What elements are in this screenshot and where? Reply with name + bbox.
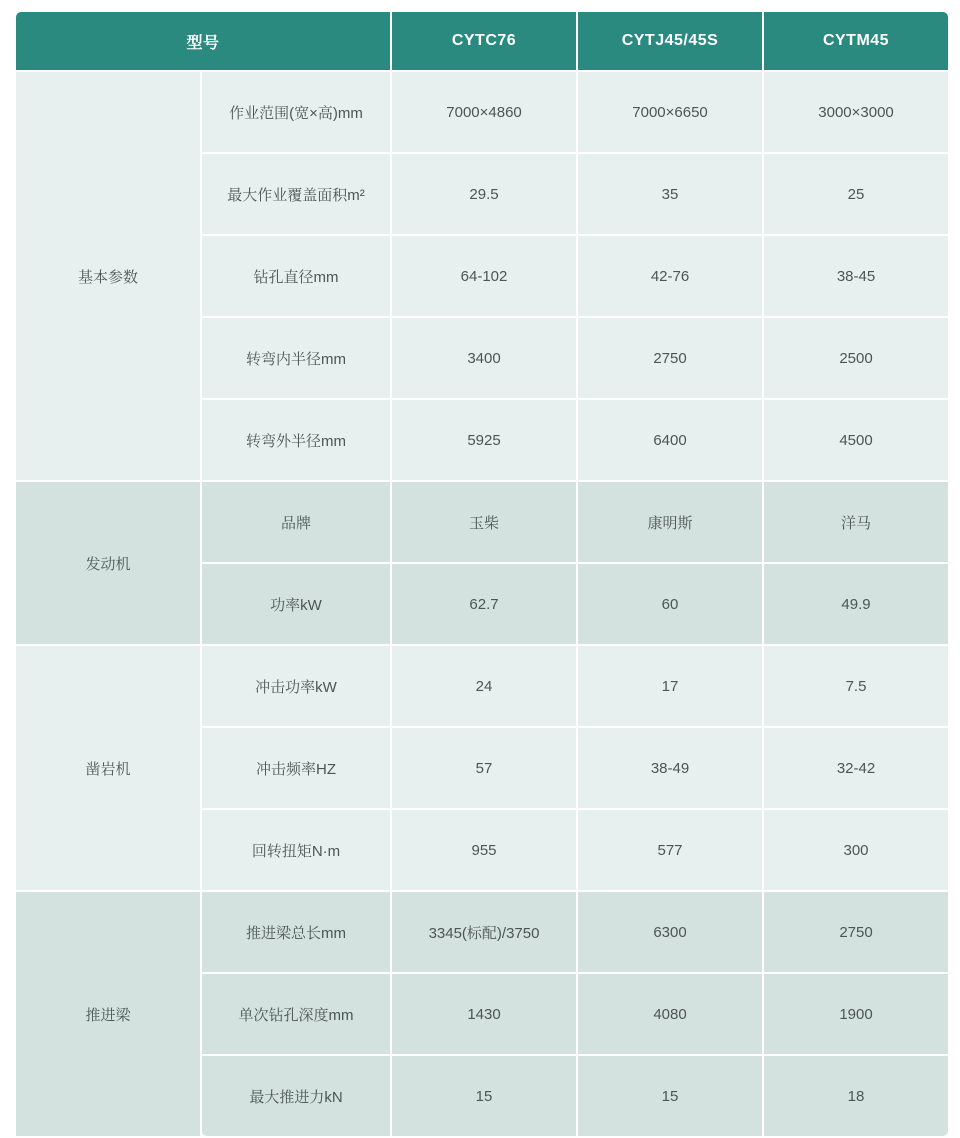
value-cell: 955 bbox=[392, 810, 576, 890]
value-cell: 38-45 bbox=[764, 236, 948, 316]
value-cell: 15 bbox=[578, 1056, 762, 1136]
value-cell: 康明斯 bbox=[578, 482, 762, 562]
value-cell: 18 bbox=[764, 1056, 948, 1136]
section-basic-params bbox=[16, 72, 948, 480]
value-cell: 玉柴 bbox=[392, 482, 576, 562]
param-label-cell: 冲击功率kW bbox=[202, 646, 390, 726]
table-header bbox=[16, 12, 948, 70]
value-cell: 60 bbox=[578, 564, 762, 644]
group-cell-engine: 发动机 bbox=[16, 482, 200, 644]
param-label-cell: 转弯外半径mm bbox=[202, 400, 390, 480]
header-model-cell: 型号 bbox=[16, 12, 390, 70]
param-label-cell: 最大作业覆盖面积m² bbox=[202, 154, 390, 234]
value-cell: 3400 bbox=[392, 318, 576, 398]
header-col-3: CYTM45 bbox=[764, 12, 948, 70]
param-label-cell: 最大推进力kN bbox=[202, 1056, 390, 1136]
value-cell: 300 bbox=[764, 810, 948, 890]
value-cell: 洋马 bbox=[764, 482, 948, 562]
param-label-cell: 钻孔直径mm bbox=[202, 236, 390, 316]
value-cell: 57 bbox=[392, 728, 576, 808]
value-cell: 2750 bbox=[764, 892, 948, 972]
value-cell: 6400 bbox=[578, 400, 762, 480]
param-label-cell: 单次钻孔深度mm bbox=[202, 974, 390, 1054]
param-label-cell: 推进梁总长mm bbox=[202, 892, 390, 972]
table-row bbox=[16, 646, 948, 726]
value-cell: 15 bbox=[392, 1056, 576, 1136]
section-rock-drill bbox=[16, 646, 948, 890]
section-feed-beam bbox=[16, 892, 948, 1136]
value-cell: 6300 bbox=[578, 892, 762, 972]
value-cell: 24 bbox=[392, 646, 576, 726]
header-row bbox=[16, 12, 948, 70]
param-label-cell: 作业范围(宽×高)mm bbox=[202, 72, 390, 152]
spec-table bbox=[14, 10, 950, 1138]
group-cell-rock-drill: 凿岩机 bbox=[16, 646, 200, 890]
value-cell: 49.9 bbox=[764, 564, 948, 644]
value-cell: 38-49 bbox=[578, 728, 762, 808]
value-cell: 2750 bbox=[578, 318, 762, 398]
param-label-cell: 品牌 bbox=[202, 482, 390, 562]
section-engine bbox=[16, 482, 948, 644]
value-cell: 577 bbox=[578, 810, 762, 890]
value-cell: 3345(标配)/3750 bbox=[392, 892, 576, 972]
value-cell: 5925 bbox=[392, 400, 576, 480]
value-cell: 25 bbox=[764, 154, 948, 234]
value-cell: 4080 bbox=[578, 974, 762, 1054]
value-cell: 7.5 bbox=[764, 646, 948, 726]
param-label-cell: 回转扭矩N·m bbox=[202, 810, 390, 890]
value-cell: 64-102 bbox=[392, 236, 576, 316]
value-cell: 32-42 bbox=[764, 728, 948, 808]
header-col-2: CYTJ45/45S bbox=[578, 12, 762, 70]
param-label-cell: 冲击频率HZ bbox=[202, 728, 390, 808]
value-cell: 3000×3000 bbox=[764, 72, 948, 152]
table-row bbox=[16, 482, 948, 562]
value-cell: 17 bbox=[578, 646, 762, 726]
value-cell: 2500 bbox=[764, 318, 948, 398]
table-row bbox=[16, 72, 948, 152]
value-cell: 1430 bbox=[392, 974, 576, 1054]
value-cell: 29.5 bbox=[392, 154, 576, 234]
group-cell-feed-beam: 推进梁 bbox=[16, 892, 200, 1136]
header-col-1: CYTC76 bbox=[392, 12, 576, 70]
value-cell: 4500 bbox=[764, 400, 948, 480]
table-row bbox=[16, 892, 948, 972]
param-label-cell: 功率kW bbox=[202, 564, 390, 644]
value-cell: 7000×6650 bbox=[578, 72, 762, 152]
value-cell: 7000×4860 bbox=[392, 72, 576, 152]
group-cell-basic-params: 基本参数 bbox=[16, 72, 200, 480]
value-cell: 62.7 bbox=[392, 564, 576, 644]
value-cell: 35 bbox=[578, 154, 762, 234]
value-cell: 42-76 bbox=[578, 236, 762, 316]
param-label-cell: 转弯内半径mm bbox=[202, 318, 390, 398]
value-cell: 1900 bbox=[764, 974, 948, 1054]
